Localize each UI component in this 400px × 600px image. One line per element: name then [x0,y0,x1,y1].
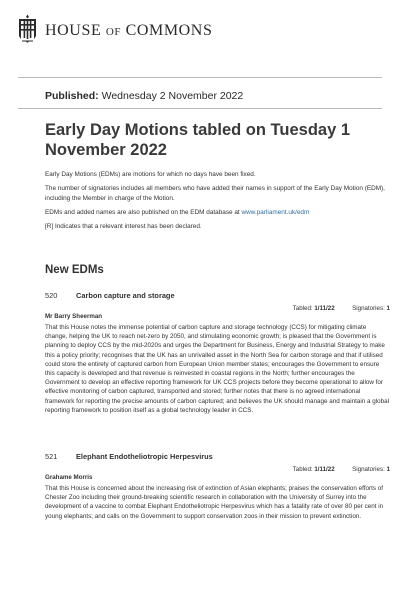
tabled-date: 1/11/22 [314,305,335,312]
edm-meta [293,466,390,473]
edm-title: Elephant Endotheliotropic Herpesvirus [76,452,213,461]
section-heading-new-edms: New EDMs [45,264,104,276]
intro-paragraph-3 [45,208,390,217]
tabled-date: 1/11/22 [314,466,335,473]
edm-number: 521 [45,452,58,461]
signatories-count: 1 [386,466,390,473]
house-name [45,22,212,40]
edm-entry [45,291,390,451]
intro-paragraph-4: [R] Indicates that a relevant interest has been declared. [45,223,202,231]
edm-member: Grahame Morris [45,474,93,481]
signatories-count: 1 [386,305,390,312]
published-label: Published: [45,90,99,102]
house-name-commons: COMMONS [125,22,213,39]
edm-number: 520 [45,291,58,300]
published-line [45,90,243,102]
edm-motion-text: That this House is concerned about the increasing risk of extinction of Asian elephants; praises the conservation efforts of Chester Zoo including their ground-breaking scientific research in collaboration with the University of Surrey into the development of a vaccine to combat Elephant Endotheliotropic Herpesvirus which has a fatality rate of over 80 per cent in young elephants; and calls on the Government to support conservation zoos in their mission to prevent extinction. [45,485,384,520]
portcullis-icon [18,14,37,43]
signatories-label: Signatories: [352,466,385,473]
intro-paragraph-1: Early Day Motions (EDMs) are motions for which no days have been fixed. [45,171,256,178]
edm-meta [293,305,390,312]
page-header [18,14,388,54]
published-divider [18,108,382,109]
house-name-of: OF [105,26,122,38]
edm-title: Carbon capture and storage [76,291,175,300]
signatories-label: Signatories: [352,305,385,312]
intro-notes [45,170,390,236]
page-title: Early Day Motions tabled on Tuesday 1 November 2022 [45,121,351,159]
edm-database-link[interactable]: www.parliament.uk/edm [241,208,310,216]
house-name-house: HOUSE [45,22,102,39]
tabled-label: Tabled: [292,305,313,312]
edm-entry [45,452,390,552]
intro-edm-database-text: EDMs and added names are also published on the EDM database at [45,208,242,216]
tabled-label: Tabled: [292,466,313,473]
edm-motion-text: That this House notes the immense potential of carbon capture and storage technology (CCS) for mitigating climate change, helping the UK to reach net-zero by 2050, and stimulating economic growth; is pleased that the Government is planning to deploy CCS by the mid-2020s and urges the Department for Business, Energy and Industrial Strategy to make this a policy priority; recognises that the UK has an unrivalled asset in the North Sea for carbon storage and that if utilised could store the entirety of captured carbon from European Union member states; encourages the Government to ensure this capacity is developed and that revenue is reinvested in coastal regions in the North; further encourages the Government to develop an effective reporting framework for UK CCS projects before they become operational to allow for effective monitoring of carbon captured, transported and stored; further notes that there is no agreed international framework for reporting the precise amounts of carbon captured; and believes the UK should manage and maintain a global reporting framework to position itself as a global technology leader in CCS. [45,324,390,414]
top-divider [18,77,382,78]
published-date: Wednesday 2 November 2022 [101,90,244,102]
intro-paragraph-2: The number of signatories includes all members who have added their names in support of the Early Day Motion (EDM), including the Member in charge of the Motion. [45,185,385,202]
edm-member: Mr Barry Sheerman [45,313,103,320]
